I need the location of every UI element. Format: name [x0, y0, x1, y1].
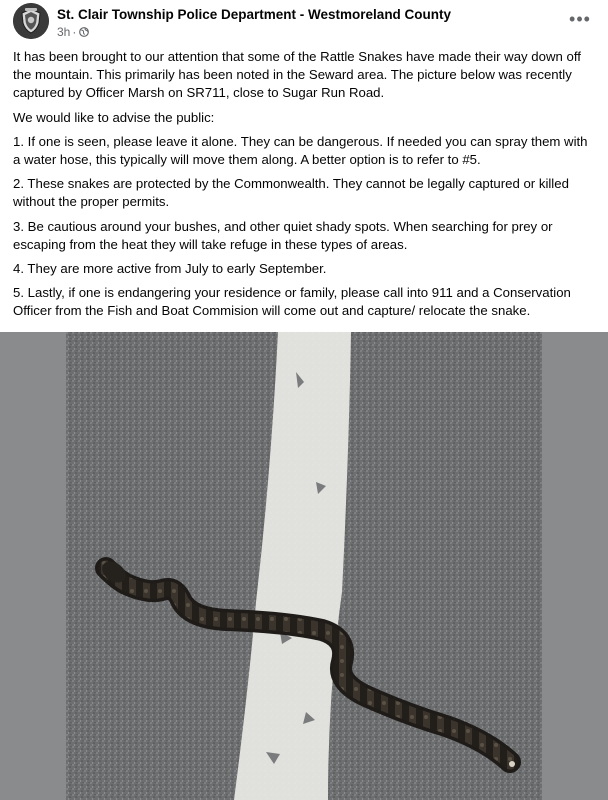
meta-separator: ·	[72, 25, 77, 39]
police-badge-icon	[13, 3, 49, 39]
more-options-button[interactable]: •••	[569, 8, 591, 29]
post-paragraph: We would like to advise the public:	[13, 109, 215, 125]
avatar[interactable]	[13, 3, 49, 39]
post-paragraph: 4. They are more active from July to early September.	[13, 261, 327, 277]
globe-icon[interactable]	[79, 27, 89, 37]
post-paragraph: 5. Lastly, if one is endangering your residence or family, please call into 911 and a Conservation Officer from the Fish and Boat Commision will come out and capture/ relocate the snake.	[13, 285, 571, 319]
post-paragraph: 1. If one is seen, please leave it alone. They can be dangerous. If needed you can spray them with a water hose, this typically will move them along. A better option is to refer to #5.	[13, 133, 588, 168]
post-photo-container	[0, 332, 608, 800]
post-paragraph: 2. These snakes are protected by the Commonwealth. They cannot be legally captured or killed without the proper permits.	[13, 176, 569, 210]
post-header	[0, 0, 608, 46]
author-name[interactable]: St. Clair Township Police Department - Westmoreland County	[57, 7, 452, 22]
post-meta	[57, 25, 89, 39]
post-paragraph: It has been brought to our attention that some of the Rattle Snakes have made their way down off the mountain. This primarily has been noted in the Seward area. The picture below was recently captured by Officer Marsh on SR711, close to Sugar Run Road.	[13, 49, 581, 101]
post-paragraph: 3. Be cautious around your bushes, and other quiet shady spots. When searching for prey or escaping from the heat they will take refuge in these types of areas.	[13, 218, 553, 252]
post-photo[interactable]	[66, 332, 542, 800]
post-time[interactable]: 3h	[57, 25, 71, 39]
post-text	[13, 48, 596, 327]
